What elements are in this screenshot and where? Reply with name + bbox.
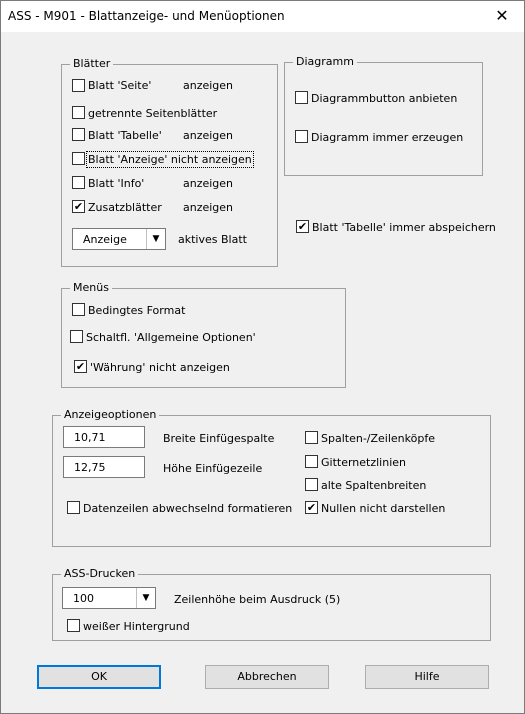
group-anzeigeoptionen-legend: Anzeigeoptionen [61,408,159,421]
label-tabelle-abspeichern: Blatt 'Tabelle' immer abspeichern [312,221,496,234]
checkbox-blatt-seite[interactable] [72,79,85,92]
suffix-zusatzblaetter: anzeigen [183,201,234,214]
checkbox-waehrung[interactable]: ✔ [75,360,86,373]
label-zusatzblaetter: Zusatzblätter [88,201,162,214]
group-diagramm-legend: Diagramm [293,55,357,68]
title-bar [0,0,525,32]
zeilenhoehe-dropdown[interactable] [62,587,156,609]
zeilenhoehe-value: 100 [73,592,94,605]
window-title: ASS - M901 - Blattanzeige- und Menüoptionen [8,9,285,23]
checkbox-diagrammbutton[interactable] [295,91,308,104]
active-sheet-value: Anzeige [83,233,127,246]
label-bedingtes-format: Bedingtes Format [88,304,186,317]
label-blatt-anzeige: Blatt 'Anzeige' nicht anzeigen [88,153,252,166]
label-nullen: Nullen nicht darstellen [321,502,446,515]
suffix-blatt-tabelle: anzeigen [183,129,234,142]
chevron-down-icon[interactable]: ▼ [136,588,155,608]
checkbox-blatt-anzeige[interactable] [72,152,85,165]
suffix-waehrung: nicht anzeigen [149,361,230,374]
label-waehrung: 'Währung' [90,361,146,374]
label-alte-spaltenbreiten: alte Spaltenbreiten [321,479,427,492]
help-button[interactable]: Hilfe [365,665,489,689]
breite-einfuegespalte-input[interactable] [63,426,145,448]
close-icon[interactable]: ✕ [495,6,509,25]
label-spalten-zeilenkoepfe: Spalten-/Zeilenköpfe [321,432,435,445]
checkbox-getrennte-seitenblaetter[interactable] [72,106,85,119]
suffix-blatt-seite: anzeigen [183,79,234,92]
cancel-button[interactable]: Abbrechen [205,665,329,689]
group-ass-drucken-legend: ASS-Drucken [61,567,138,580]
checkbox-datenzeilen[interactable] [67,501,80,514]
checkbox-bedingtes-format[interactable] [72,303,85,316]
label-blatt-tabelle: Blatt 'Tabelle' [88,129,162,142]
label-blatt-info: Blatt 'Info' [88,177,145,190]
label-allgemeine-optionen: Schaltfl. 'Allgemeine Optionen' [86,331,256,344]
checkbox-gitternetzlinien[interactable] [305,455,318,468]
label-gitternetzlinien: Gitternetzlinien [321,456,407,469]
label-blatt-seite: Blatt 'Seite' [88,79,152,92]
breite-value: 10,71 [74,431,106,444]
group-menues-legend: Menüs [70,281,112,294]
checkbox-allgemeine-optionen[interactable] [70,330,83,343]
group-diagramm [284,55,483,176]
chevron-down-icon[interactable]: ▼ [146,229,165,249]
label-hoehe: Höhe Einfügezeile [163,462,263,475]
label-datenzeilen: Datenzeilen abwechselnd formatieren [83,502,293,515]
label-zeilenhoehe: Zeilenhöhe beim Ausdruck (5) [174,593,341,606]
hoehe-einfuegezeile-input[interactable] [63,456,145,478]
label-breite: Breite Einfügespalte [163,432,275,445]
checkbox-tabelle-abspeichern[interactable]: ✔ [297,220,308,233]
label-diagramm-immer: Diagramm immer erzeugen [311,131,464,144]
checkbox-nullen[interactable]: ✔ [306,501,317,514]
checkbox-blatt-info[interactable] [72,176,85,189]
checkbox-blatt-tabelle[interactable] [72,128,85,141]
group-blaetter-legend: Blätter [70,57,113,70]
label-getrennte-seitenblaetter: getrennte Seitenblätter [88,107,218,120]
label-weisser-hintergrund: weißer Hintergrund [83,620,190,633]
checkbox-zusatzblaetter[interactable]: ✔ [73,200,84,213]
label-diagrammbutton: Diagrammbutton anbieten [311,92,458,105]
checkbox-weisser-hintergrund[interactable] [67,619,80,632]
suffix-blatt-info: anzeigen [183,177,234,190]
checkbox-alte-spaltenbreiten[interactable] [305,478,318,491]
checkbox-spalten-zeilenkoepfe[interactable] [305,431,318,444]
label-aktives-blatt: aktives Blatt [178,233,247,246]
hoehe-value: 12,75 [74,461,106,474]
checkbox-diagramm-immer[interactable] [295,130,308,143]
ok-button[interactable]: OK [37,665,161,689]
active-sheet-dropdown[interactable] [72,228,166,250]
